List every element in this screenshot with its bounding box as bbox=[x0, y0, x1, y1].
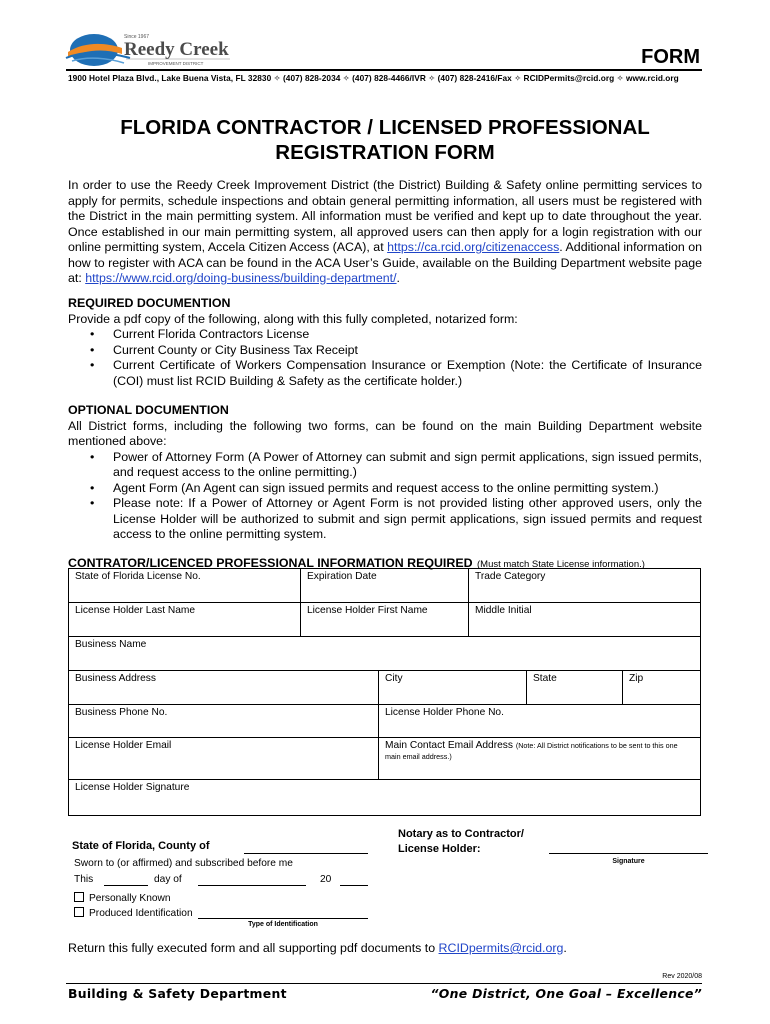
month-input-line[interactable] bbox=[198, 885, 306, 886]
state-label: State bbox=[533, 673, 557, 684]
city-label: City bbox=[385, 673, 403, 684]
signature-label: License Holder Signature bbox=[75, 782, 190, 793]
holder-email-label: License Holder Email bbox=[75, 740, 172, 751]
zip-field[interactable] bbox=[623, 671, 700, 705]
county-input-line[interactable] bbox=[244, 853, 368, 854]
trade-category-field[interactable] bbox=[469, 569, 700, 603]
info-heading-note: (Must match State License information.) bbox=[477, 559, 645, 570]
intro-text-c: . bbox=[396, 271, 400, 285]
zip-label: Zip bbox=[629, 673, 644, 684]
aca-link[interactable]: https://ca.rcid.org/citizenaccess bbox=[387, 240, 560, 254]
return-instructions bbox=[68, 941, 567, 955]
business-name-label: Business Name bbox=[75, 639, 147, 650]
list-item: • Current County or City Business Tax Receipt bbox=[68, 343, 702, 359]
return-email-link[interactable]: RCIDpermits@rcid.org bbox=[438, 941, 564, 955]
return-end: . bbox=[563, 941, 567, 955]
year-prefix: 20 bbox=[320, 874, 332, 885]
middle-initial-label: Middle Initial bbox=[475, 605, 532, 616]
id-type-label: Type of Identification bbox=[248, 921, 318, 928]
page-title-line1: FLORIDA CONTRACTOR / LICENSED PROFESSIONAL bbox=[120, 116, 650, 139]
business-phone-label: Business Phone No. bbox=[75, 707, 168, 718]
address-line: 1900 Hotel Plaza Blvd., Lake Buena Vista, FL 32830 ✧ (407) 828-2034 ✧ (407) 828-4466/IVR ✧ (407) 828-2416/Fax ✧ RCIDPermits@rcid.org ✧ www.rcid.org bbox=[68, 73, 679, 83]
optional-lead: All District forms, including the following two forms, can be found on the main Building Department website mentioned above: bbox=[68, 418, 702, 448]
personally-known-label: Personally Known bbox=[89, 893, 171, 904]
required-documentation bbox=[68, 296, 702, 389]
footer-rule bbox=[66, 983, 702, 984]
holder-phone-label: License Holder Phone No. bbox=[385, 707, 504, 718]
license-number-label: State of Florida License No. bbox=[75, 571, 201, 582]
year-input-line[interactable] bbox=[340, 885, 368, 886]
holder-phone-field[interactable] bbox=[379, 705, 700, 738]
intro-paragraph bbox=[68, 178, 702, 287]
notary-heading: Notary as to Contractor/ License Holder: bbox=[398, 828, 524, 855]
info-heading-title: CONTRATOR/LICENCED PROFESSIONAL INFORMATION REQUIRED bbox=[68, 556, 473, 570]
header-rule bbox=[66, 69, 702, 71]
required-list bbox=[68, 327, 702, 389]
first-name-label: License Holder First Name bbox=[307, 605, 428, 616]
business-address-field[interactable] bbox=[69, 671, 379, 705]
main-email-field[interactable] bbox=[379, 738, 700, 780]
optional-documentation bbox=[68, 403, 702, 543]
page-title-line2: REGISTRATION FORM bbox=[275, 141, 495, 164]
personally-known-option[interactable] bbox=[74, 892, 171, 904]
business-address-label: Business Address bbox=[75, 673, 156, 684]
notary-state-county: State of Florida, County of bbox=[72, 840, 210, 852]
last-name-field[interactable] bbox=[69, 603, 301, 637]
trade-category-label: Trade Category bbox=[475, 571, 546, 582]
footer-department: Building & Safety Department bbox=[68, 986, 287, 1001]
signature-field[interactable] bbox=[69, 780, 700, 815]
notary-signature-label: Signature bbox=[612, 858, 645, 865]
produced-id-checkbox[interactable] bbox=[74, 907, 84, 917]
expiration-date-field[interactable] bbox=[301, 569, 469, 603]
contractor-info-table bbox=[68, 568, 701, 816]
intro-text-b: . Additional information on how to register with ACA can be found in the ACA User’s Guide, available on the Building Department website page at: bbox=[68, 240, 702, 285]
logo-since: Since 1967 bbox=[124, 34, 150, 40]
sworn-text: Sworn to (or affirmed) and subscribed before me bbox=[74, 858, 293, 869]
footer-motto: “One District, One Goal – Excellence” bbox=[430, 986, 702, 1001]
required-lead: Provide a pdf copy of the following, along with this fully completed, notarized form: bbox=[68, 311, 518, 326]
form-label: FORM bbox=[641, 46, 700, 68]
id-type-input-line[interactable] bbox=[198, 918, 368, 919]
day-of-text: day of bbox=[154, 874, 182, 885]
last-name-label: License Holder Last Name bbox=[75, 605, 196, 616]
this-text: This bbox=[74, 874, 94, 885]
license-number-field[interactable] bbox=[69, 569, 301, 603]
city-field[interactable] bbox=[379, 671, 527, 705]
business-name-field[interactable] bbox=[69, 637, 700, 671]
expiration-date-label: Expiration Date bbox=[307, 571, 377, 582]
list-item: • Power of Attorney Form (A Power of Attorney can submit and sign permit applications, sign issued permits, and request access to the online permitting.) bbox=[68, 450, 702, 481]
middle-initial-field[interactable] bbox=[469, 603, 700, 637]
list-item: • Current Florida Contractors License bbox=[68, 327, 702, 343]
business-phone-field[interactable] bbox=[69, 705, 379, 738]
notary-signature-line[interactable] bbox=[549, 853, 708, 854]
personally-known-checkbox[interactable] bbox=[74, 892, 84, 902]
main-email-note: (Note: All District notifications to be sent to this one main email address.) bbox=[385, 741, 678, 761]
list-item: • Current Certificate of Workers Compensation Insurance or Exemption (Note: the Certificate of Insurance (COI) must list RCID Building & Safety as the certificate holder.) bbox=[68, 358, 702, 389]
list-item: • Please note: If a Power of Attorney or Agent Form is not provided listing other approved users, only the License Holder will be authorized to submit and sign permit applications, sign issued permits and request access to the online permitting system. bbox=[68, 496, 702, 543]
return-text: Return this fully executed form and all supporting pdf documents to bbox=[68, 941, 439, 955]
logo-subtitle: IMPROVEMENT DISTRICT bbox=[148, 61, 204, 66]
required-heading: REQUIRED DOCUMENTION bbox=[68, 296, 231, 310]
building-department-link[interactable]: https://www.rcid.org/doing-business/building-department/ bbox=[85, 271, 397, 285]
state-field[interactable] bbox=[527, 671, 623, 705]
produced-id-option[interactable] bbox=[74, 907, 193, 919]
first-name-field[interactable] bbox=[301, 603, 469, 637]
day-input-line[interactable] bbox=[104, 885, 148, 886]
optional-heading: OPTIONAL DOCUMENTION bbox=[68, 403, 229, 417]
optional-list bbox=[68, 450, 702, 543]
holder-email-field[interactable] bbox=[69, 738, 379, 780]
logo-name: Reedy Creek bbox=[124, 39, 229, 60]
list-item: • Agent Form (An Agent can sign issued permits and request access to the online permitting system.) bbox=[68, 481, 702, 497]
produced-id-label: Produced Identification bbox=[89, 908, 193, 919]
intro-text-a: In order to use the Reedy Creek Improvement District (the District) Building & Safety online permitting services to apply for permits, schedule inspections and obtain general permitting information, all users must be registered with the District in the main permitting system. All information must be verified and kept up to date throughout the year. Once established in our main permitting system, all approved users can then apply for a login registration with our online permitting system, Accela Citizen Access (ACA), at bbox=[68, 178, 702, 254]
main-email-label: Main Contact Email Address bbox=[385, 740, 513, 751]
revision-label: Rev 2020/08 bbox=[662, 973, 702, 980]
